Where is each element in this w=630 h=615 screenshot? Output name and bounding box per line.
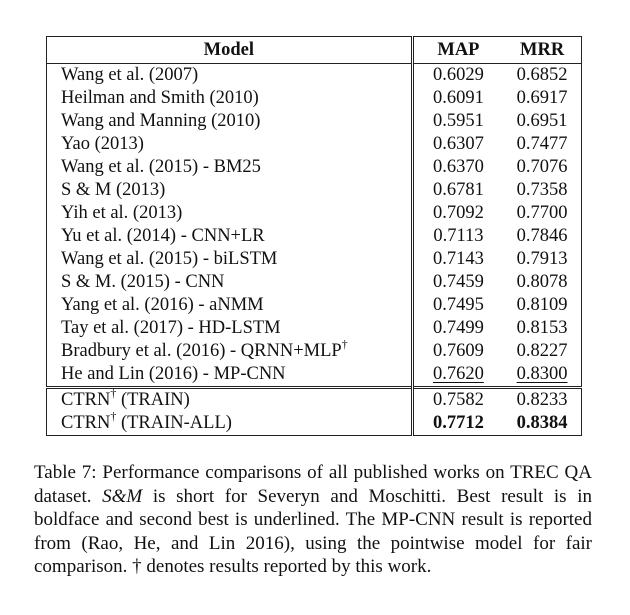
mrr-cell: 0.7358 — [503, 179, 581, 202]
model-cell: Wang and Manning (2010) — [47, 110, 413, 133]
model-cell: Heilman and Smith (2010) — [47, 87, 413, 110]
map-cell: 0.6307 — [412, 133, 503, 156]
mrr-cell — [503, 412, 581, 436]
results-table — [46, 36, 582, 436]
caption-text-1: Table 7: Performance comparisons of all published works on TREC QA dataset. — [34, 462, 592, 507]
model-cell: Tay et al. (2017) - HD-LSTM — [47, 317, 413, 340]
model-cell — [47, 336, 413, 363]
table-row — [47, 317, 582, 340]
model-cell: Wang et al. (2015) - biLSTM — [47, 248, 413, 271]
model-name: CTRN — [61, 413, 111, 433]
table-caption — [34, 461, 592, 579]
best-map: 0.7712 — [432, 413, 484, 433]
mrr-cell: 0.6951 — [503, 110, 581, 133]
model-name: CTRN — [61, 390, 111, 410]
table-row — [47, 248, 582, 271]
dagger-mark: † — [110, 408, 117, 423]
dagger-mark: † — [110, 385, 117, 400]
table-row — [47, 133, 582, 156]
table-row — [47, 156, 582, 179]
map-cell — [412, 412, 503, 436]
table-row — [47, 179, 582, 202]
table-row-ours — [47, 388, 582, 413]
mrr-cell: 0.6917 — [503, 87, 581, 110]
map-cell: 0.7113 — [412, 225, 503, 248]
mrr-cell: 0.7477 — [503, 133, 581, 156]
model-variant: (TRAIN) — [116, 390, 190, 410]
map-cell: 0.6091 — [412, 87, 503, 110]
model-cell: Yih et al. (2013) — [47, 202, 413, 225]
model-name: Bradbury et al. (2016) - QRNN+MLP — [61, 341, 342, 361]
model-cell — [47, 385, 413, 413]
table-row — [47, 202, 582, 225]
table-row — [47, 110, 582, 133]
table-row — [47, 87, 582, 110]
mrr-cell: 0.8227 — [503, 340, 581, 363]
model-cell: S & M (2013) — [47, 179, 413, 202]
model-cell: Wang et al. (2015) - BM25 — [47, 156, 413, 179]
map-cell: 0.7495 — [412, 294, 503, 317]
model-cell: Yao (2013) — [47, 133, 413, 156]
map-cell: 0.7499 — [412, 317, 503, 340]
table-row — [47, 271, 582, 294]
map-cell: 0.7609 — [412, 340, 503, 363]
model-variant: (TRAIN-ALL) — [116, 413, 232, 433]
mrr-cell: 0.8078 — [503, 271, 581, 294]
mrr-cell: 0.6852 — [503, 64, 581, 88]
mrr-cell: 0.8109 — [503, 294, 581, 317]
model-cell: Yang et al. (2016) - aNMM — [47, 294, 413, 317]
table-row — [47, 363, 582, 388]
mrr-cell: 0.8153 — [503, 317, 581, 340]
model-cell: Yu et al. (2014) - CNN+LR — [47, 225, 413, 248]
mrr-cell — [503, 363, 581, 388]
map-cell: 0.7582 — [412, 388, 503, 413]
header-map: MAP — [412, 37, 503, 64]
table-row — [47, 64, 582, 88]
map-cell: 0.5951 — [412, 110, 503, 133]
table-row-ours — [47, 412, 582, 436]
header-mrr: MRR — [503, 37, 581, 64]
mrr-cell: 0.7700 — [503, 202, 581, 225]
table-row — [47, 294, 582, 317]
mrr-cell: 0.7846 — [503, 225, 581, 248]
mrr-cell: 0.7913 — [503, 248, 581, 271]
second-best-map: 0.7620 — [432, 364, 484, 384]
model-cell: He and Lin (2016) - MP-CNN — [47, 363, 413, 388]
table-row — [47, 340, 582, 363]
map-cell: 0.7459 — [412, 271, 503, 294]
model-cell — [47, 408, 413, 436]
mrr-cell: 0.8233 — [503, 388, 581, 413]
dagger-mark: † — [341, 336, 348, 351]
caption-text-2: is short for Severyn and Moschitti. Best result is in boldface and second best is underlined. The MP-CNN result is reported from (Rao, He, and Lin 2016), using the pointwise model for fair comparison. † denotes results reported by this work. — [34, 485, 592, 577]
mrr-cell: 0.7076 — [503, 156, 581, 179]
model-cell: Wang et al. (2007) — [47, 64, 413, 88]
map-cell: 0.6029 — [412, 64, 503, 88]
table-row — [47, 225, 582, 248]
second-best-mrr: 0.8300 — [516, 364, 568, 384]
map-cell: 0.6781 — [412, 179, 503, 202]
map-cell — [412, 363, 503, 388]
map-cell: 0.6370 — [412, 156, 503, 179]
map-cell: 0.7143 — [412, 248, 503, 271]
model-cell: S & M. (2015) - CNN — [47, 271, 413, 294]
best-mrr: 0.8384 — [516, 413, 568, 433]
map-cell: 0.7092 — [412, 202, 503, 225]
header-model: Model — [47, 37, 413, 64]
table-header-row — [47, 37, 582, 64]
caption-abbrev: S&M — [102, 485, 143, 507]
